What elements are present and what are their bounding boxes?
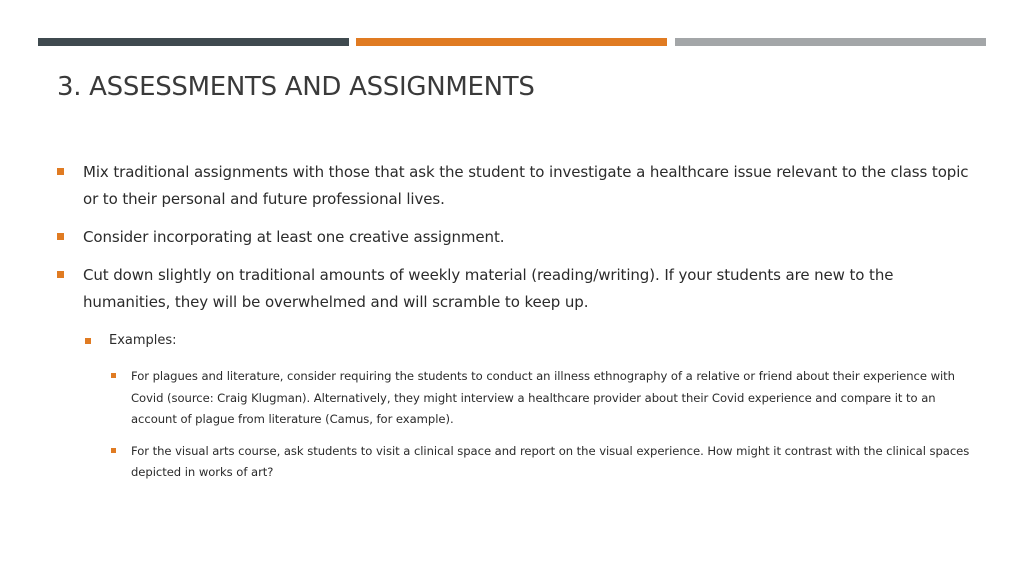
slide-title: 3. ASSESSMENTS AND ASSIGNMENTS <box>57 72 535 102</box>
bullet-square-icon <box>57 168 64 175</box>
bullet-item <box>57 262 977 316</box>
bullet-text: Mix traditional assignments with those that ask the student to investigate a healthcare issue relevant to the class topic or to their personal and future professional lives. <box>83 163 969 208</box>
bullet-square-icon <box>57 271 64 278</box>
example-text: For the visual arts course, ask students to visit a clinical space and report on the visual experience. How might it contrast with the clinical spaces depicted in works of art? <box>131 443 970 479</box>
sub-bullet-text: Examples: <box>109 333 177 348</box>
example-item <box>109 441 977 484</box>
bullet-text: Cut down slightly on traditional amounts of weekly material (reading/writing). If your students are new to the humanities, they will be overwhelmed and will scramble to keep up. <box>83 266 894 311</box>
slide-content <box>57 159 977 484</box>
bullet-square-icon <box>57 233 64 240</box>
example-text: For plagues and literature, consider requiring the students to conduct an illness ethnography of a relative or friend about their experience with Covid (source: Craig Klugman). Alternatively, they might interview a healthcare provider about their Covid experience and compare it to an account of plague from literature (Camus, for example). <box>131 369 955 426</box>
bullet-square-icon <box>111 373 116 378</box>
decoration-bar-orange <box>356 38 667 46</box>
decoration-bar-dark <box>38 38 349 46</box>
bullet-square-icon <box>111 448 116 453</box>
header-decoration-bars <box>38 38 986 46</box>
bullet-item <box>57 224 977 251</box>
bullet-square-icon <box>85 338 91 344</box>
bullet-item <box>57 159 977 213</box>
example-item <box>109 366 977 431</box>
decoration-bar-gray <box>675 38 986 46</box>
bullet-text: Consider incorporating at least one creative assignment. <box>83 228 505 246</box>
sub-bullet-item <box>83 330 977 352</box>
